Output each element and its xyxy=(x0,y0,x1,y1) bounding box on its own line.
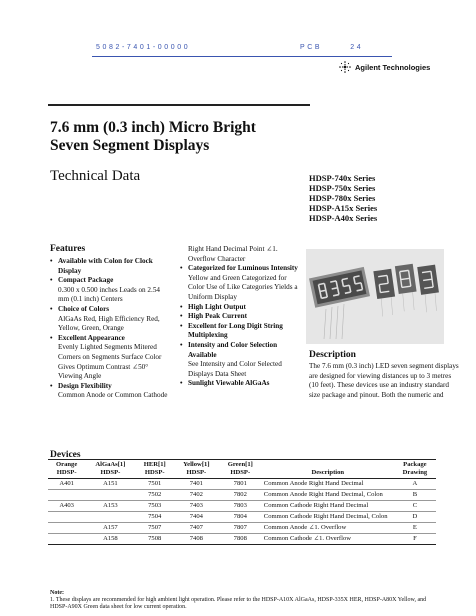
brand-logo xyxy=(338,60,430,74)
feature-item xyxy=(50,305,168,334)
title-rule xyxy=(48,104,310,106)
pcb-text: PCB xyxy=(300,44,323,51)
title-line-1: 7.6 mm (0.3 inch) Micro Bright xyxy=(50,119,256,136)
document-code: 5082-7401-00000 xyxy=(96,44,191,51)
note-heading: Note: xyxy=(50,590,64,596)
table-cell: F xyxy=(394,534,436,545)
column-header-line: Description xyxy=(311,469,345,476)
column-header-line: HDSP- xyxy=(230,469,251,476)
feature-detail: See Intensity and Color Selected Displays Data Sheet xyxy=(188,360,282,378)
feature-detail: 0.300 x 0.500 inches Leads on 2.54 mm (0.1 inch) Centers xyxy=(58,285,161,304)
feature-item xyxy=(180,379,298,389)
table-cell xyxy=(48,534,85,545)
table-cell xyxy=(48,512,85,523)
table-cell: 7501 xyxy=(148,480,162,487)
table-cell: A153 xyxy=(85,501,135,512)
column-header xyxy=(219,460,262,479)
table-cell: 7404 xyxy=(174,512,219,523)
table-row xyxy=(48,501,436,512)
feature-title: Categorized for Luminous Intensity xyxy=(188,264,298,273)
feature-title: Available with Colon for Clock Display xyxy=(58,257,153,275)
feature-title: Intensity and Color Selection Available xyxy=(188,340,278,359)
series-item: HDSP-740x Series xyxy=(309,173,376,183)
column-header-line: HDSP- xyxy=(186,469,207,476)
pcb-label xyxy=(300,44,363,51)
brand-name: Agilent Technologies xyxy=(355,62,431,72)
features-heading: Features xyxy=(50,244,86,254)
column-header-line: HDSP- xyxy=(56,469,77,476)
table-cell xyxy=(85,512,135,523)
table-cell: 7803 xyxy=(219,501,262,512)
devices-table xyxy=(48,459,436,545)
feature-title: High Light Output xyxy=(188,302,246,311)
description-heading: Description xyxy=(309,350,356,360)
note-text: 1. These displays are recommended for high ambient light operation. Please refer to the HDSP-A10X AlGaAs, HDSP-335X HER, HDSP-A80X Yellow, and HDSP-A90X Green data sheet for low current operation. xyxy=(50,597,427,610)
table-cell: 7502 xyxy=(136,490,174,501)
feature-item xyxy=(180,341,298,379)
series-list xyxy=(309,173,377,223)
table-cell: C xyxy=(394,501,436,512)
series-item: HDSP-A40x Series xyxy=(309,213,378,223)
feature-continuation: Right Hand Decimal Point ∠1. Overflow Character xyxy=(188,245,278,263)
features-column-2 xyxy=(180,245,298,389)
feature-title: Sunlight Viewable AlGaAs xyxy=(188,379,270,388)
feature-title: Excellent Appearance xyxy=(58,333,125,342)
table-cell: 7503 xyxy=(136,501,174,512)
feature-detail: Common Anode or Common Cathode xyxy=(58,391,168,400)
column-header-line: Yellow[1] xyxy=(183,461,210,468)
agilent-spark-icon xyxy=(338,60,352,74)
table-cell: 7408 xyxy=(174,534,219,545)
page-title xyxy=(50,119,256,155)
table-cell: A xyxy=(412,480,418,487)
feature-item xyxy=(50,334,168,382)
table-cell xyxy=(48,523,85,534)
description-text: The 7.6 mm (0.3 inch) LED seven segment displays are designed for viewing distances up to 3 metres (10 feet). These devices use an industry standard size package and pinout. Both the numeric and xyxy=(309,362,459,399)
table-cell: A403 xyxy=(48,501,85,512)
column-header-line: Orange xyxy=(56,461,78,468)
column-header xyxy=(136,460,174,479)
description-cell: Common Cathode Right Hand Decimal xyxy=(262,501,394,512)
column-header xyxy=(48,460,85,479)
table-cell: E xyxy=(394,523,436,534)
feature-item xyxy=(180,303,298,313)
pcb-number: 24 xyxy=(350,44,364,51)
features-column-1 xyxy=(50,257,168,401)
product-photo xyxy=(306,249,444,344)
column-header xyxy=(85,460,135,479)
column-header xyxy=(262,460,394,479)
description-cell: Common Cathode ∠1. Overflow xyxy=(262,534,394,545)
column-header-line: Green[1] xyxy=(227,461,253,468)
column-header-line: HDSP- xyxy=(100,469,121,476)
feature-detail: Yellow and Green Categorized for Color Use of Like Categories Yields a Uniform Display xyxy=(188,273,298,301)
feature-item xyxy=(180,312,298,322)
table-row xyxy=(48,523,436,534)
column-header xyxy=(394,460,436,479)
table-cell: A401 xyxy=(59,480,74,487)
table-cell: 7804 xyxy=(219,512,262,523)
feature-item xyxy=(180,322,298,341)
table-cell: 7407 xyxy=(174,523,219,534)
table-cell: 7402 xyxy=(174,490,219,501)
document-type: Technical Data xyxy=(50,168,141,184)
feature-title: Excellent for Long Digit String Multiplexing xyxy=(188,321,283,340)
feature-item xyxy=(50,276,168,305)
table-cell: 7401 xyxy=(189,480,203,487)
table-row xyxy=(48,490,436,501)
feature-detail: AlGaAs Red, High Efficiency Red, Yellow, Green, Orange xyxy=(58,314,160,333)
feature-title: Compact Package xyxy=(58,276,114,285)
table-cell: A158 xyxy=(85,534,135,545)
table-cell: A151 xyxy=(103,480,118,487)
description-cell: Common Anode Right Hand Decimal xyxy=(263,480,364,487)
table-cell: B xyxy=(394,490,436,501)
feature-item xyxy=(50,257,168,276)
feature-detail: Evenly Lighted Segments Mitered Corners on Segments Surface Color Gives Optimum Contrast ∠50° Viewing Angle xyxy=(58,343,162,381)
table-cell xyxy=(85,490,135,501)
table-cell: 7504 xyxy=(136,512,174,523)
series-item: HDSP-A15x Series xyxy=(309,203,378,213)
table-cell xyxy=(48,490,85,501)
description-cell: Common Anode Right Hand Decimal, Colon xyxy=(262,490,394,501)
feature-item xyxy=(180,264,298,302)
table-row xyxy=(48,534,436,545)
feature-title: Choice of Colors xyxy=(58,304,110,313)
column-header-line: Package xyxy=(403,461,427,468)
column-header xyxy=(174,460,219,479)
description-cell: Common Cathode Right Hand Decimal, Colon xyxy=(262,512,394,523)
series-item: HDSP-750x Series xyxy=(309,183,376,193)
title-line-2: Seven Segment Displays xyxy=(50,137,210,154)
column-header-line: Drawing xyxy=(402,469,428,476)
devices-heading: Devices xyxy=(50,450,81,460)
feature-item xyxy=(50,382,168,401)
column-header-line: HER[1] xyxy=(143,461,166,468)
table-cell: 7801 xyxy=(233,480,247,487)
column-header-line: AlGaAs[1] xyxy=(95,461,126,468)
led-display-illustration xyxy=(306,249,444,344)
table-cell: 7808 xyxy=(219,534,262,545)
column-header-line: HDSP- xyxy=(144,469,165,476)
footnote xyxy=(50,590,430,611)
feature-title: High Peak Current xyxy=(188,312,247,321)
table-cell: 7507 xyxy=(136,523,174,534)
feature-title: Design Flexibility xyxy=(58,381,112,390)
table-row xyxy=(48,512,436,523)
table-cell: 7508 xyxy=(136,534,174,545)
table-cell: D xyxy=(394,512,436,523)
table-cell: A157 xyxy=(85,523,135,534)
table-cell: 7807 xyxy=(219,523,262,534)
series-item: HDSP-780x Series xyxy=(309,193,376,203)
table-header-row xyxy=(48,460,436,479)
description-cell: Common Anode ∠1. Overflow xyxy=(262,523,394,534)
table-cell: 7403 xyxy=(174,501,219,512)
header-rule xyxy=(92,56,392,57)
table-cell: 7802 xyxy=(219,490,262,501)
table-row xyxy=(48,479,436,490)
